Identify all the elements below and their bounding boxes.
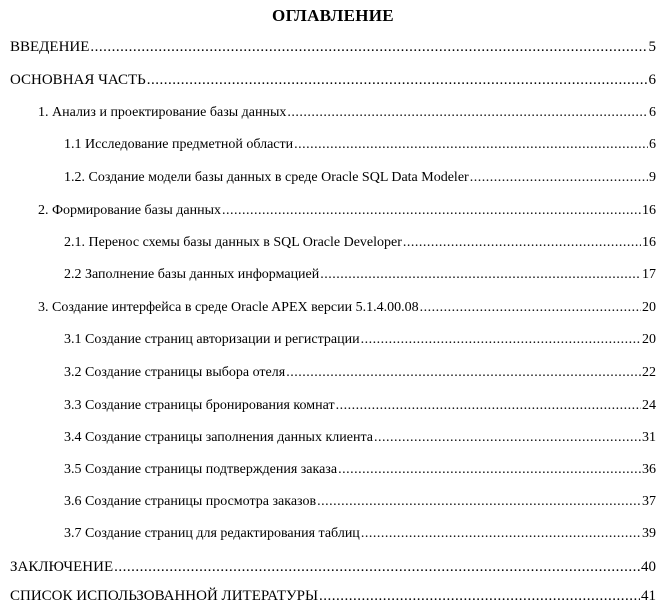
dot-leader — [361, 523, 641, 545]
toc-entry-label: ВВЕДЕНИЕ — [10, 39, 90, 55]
toc-entry-page: 17 — [642, 267, 656, 282]
toc-title: ОГЛАВЛЕНИЕ — [272, 6, 394, 25]
toc-entry-label: 3.5 Создание страницы подтверждения заказа — [64, 462, 338, 477]
toc-entry-section-2-1[interactable] — [64, 232, 656, 254]
toc-entry-label: СПИСОК ИСПОЛЬЗОВАННОЙ ЛИТЕРАТУРЫ — [10, 588, 319, 604]
toc-entry-label: 1. Анализ и проектирование базы данных — [38, 105, 287, 120]
toc-entry-page: 36 — [642, 462, 656, 477]
dot-leader — [361, 329, 641, 351]
dot-leader — [420, 297, 641, 319]
toc-entry-section-3-5[interactable] — [64, 459, 656, 481]
toc-entry-label: 3. Создание интерфейса в среде Oracle APEX версии 5.1.4.00.08 — [38, 300, 419, 315]
toc-entry-label: ЗАКЛЮЧЕНИЕ — [10, 559, 114, 575]
toc-entry-label: 3.3 Создание страницы бронирования комнат — [64, 398, 335, 413]
dot-leader — [147, 69, 648, 91]
dot-leader — [338, 459, 641, 481]
dot-leader — [222, 200, 641, 222]
toc-entry-section-3-3[interactable] — [64, 395, 656, 417]
toc-entry-page: 31 — [642, 430, 656, 445]
dot-leader — [336, 395, 641, 417]
toc-entry-page: 22 — [642, 365, 656, 380]
toc-entry-page: 40 — [641, 559, 656, 575]
toc-entry-conclusion[interactable] — [10, 556, 656, 578]
toc-entry-main-part[interactable] — [10, 69, 656, 91]
dot-leader — [114, 556, 640, 578]
toc-entry-label: 2.1. Перенос схемы базы данных в SQL Oracle Developer — [64, 235, 402, 250]
toc-entry-section-2-2[interactable] — [64, 264, 656, 286]
dot-leader — [286, 362, 641, 384]
toc-entry-section-3-7[interactable] — [64, 523, 656, 545]
toc-entry-label: 2. Формирование базы данных — [38, 203, 222, 218]
toc-entry-label: 3.7 Создание страниц для редактирования таблиц — [64, 526, 360, 541]
toc-entry-page: 41 — [641, 588, 656, 604]
toc-entry-label: 2.2 Заполнение базы данных информацией — [64, 267, 320, 282]
toc-entry-page: 20 — [642, 300, 656, 315]
toc-entry-introduction[interactable] — [10, 36, 656, 58]
toc-entry-page: 6 — [649, 105, 656, 120]
toc-entry-section-3-1[interactable] — [64, 329, 656, 351]
toc-entry-chapter-2[interactable] — [38, 200, 656, 222]
toc-entry-chapter-1[interactable] — [38, 102, 656, 124]
dot-leader — [319, 585, 640, 607]
toc-entry-label: 3.1 Создание страниц авторизации и регистрации — [64, 332, 360, 347]
dot-leader — [403, 232, 641, 254]
dot-leader — [470, 167, 648, 189]
toc-entry-page: 6 — [648, 72, 656, 88]
toc-entry-label: ОСНОВНАЯ ЧАСТЬ — [10, 72, 146, 88]
dot-leader — [294, 134, 648, 156]
toc-entry-label: 3.6 Создание страницы просмотра заказов — [64, 494, 317, 509]
toc-entry-page: 5 — [648, 39, 656, 55]
dot-leader — [320, 264, 641, 286]
toc-entry-page: 39 — [642, 526, 656, 541]
toc-entry-section-1-2[interactable] — [64, 167, 656, 189]
toc-entry-section-3-2[interactable] — [64, 362, 656, 384]
toc-entry-references[interactable] — [10, 585, 656, 607]
toc-entry-page: 24 — [642, 398, 656, 413]
toc-entry-chapter-3[interactable] — [38, 297, 656, 319]
toc-entry-label: 1.1 Исследование предметной области — [64, 137, 294, 152]
dot-leader — [287, 102, 648, 124]
toc-entry-label: 3.2 Создание страницы выбора отеля — [64, 365, 286, 380]
toc-entry-page: 6 — [649, 137, 656, 152]
toc-entry-section-3-4[interactable] — [64, 427, 656, 449]
dot-leader — [317, 491, 641, 513]
dot-leader — [374, 427, 641, 449]
toc-entry-section-3-6[interactable] — [64, 491, 656, 513]
toc-entry-label: 1.2. Создание модели базы данных в среде Oracle SQL Data Modeler — [64, 170, 469, 185]
toc-entry-page: 16 — [642, 235, 656, 250]
toc-entry-page: 16 — [642, 203, 656, 218]
dot-leader — [90, 36, 647, 58]
toc-entry-label: 3.4 Создание страницы заполнения данных клиента — [64, 430, 373, 445]
toc-entry-page: 37 — [642, 494, 656, 509]
toc-entry-page: 9 — [649, 170, 656, 185]
toc-entry-section-1-1[interactable] — [64, 134, 656, 156]
toc-entry-page: 20 — [642, 332, 656, 347]
